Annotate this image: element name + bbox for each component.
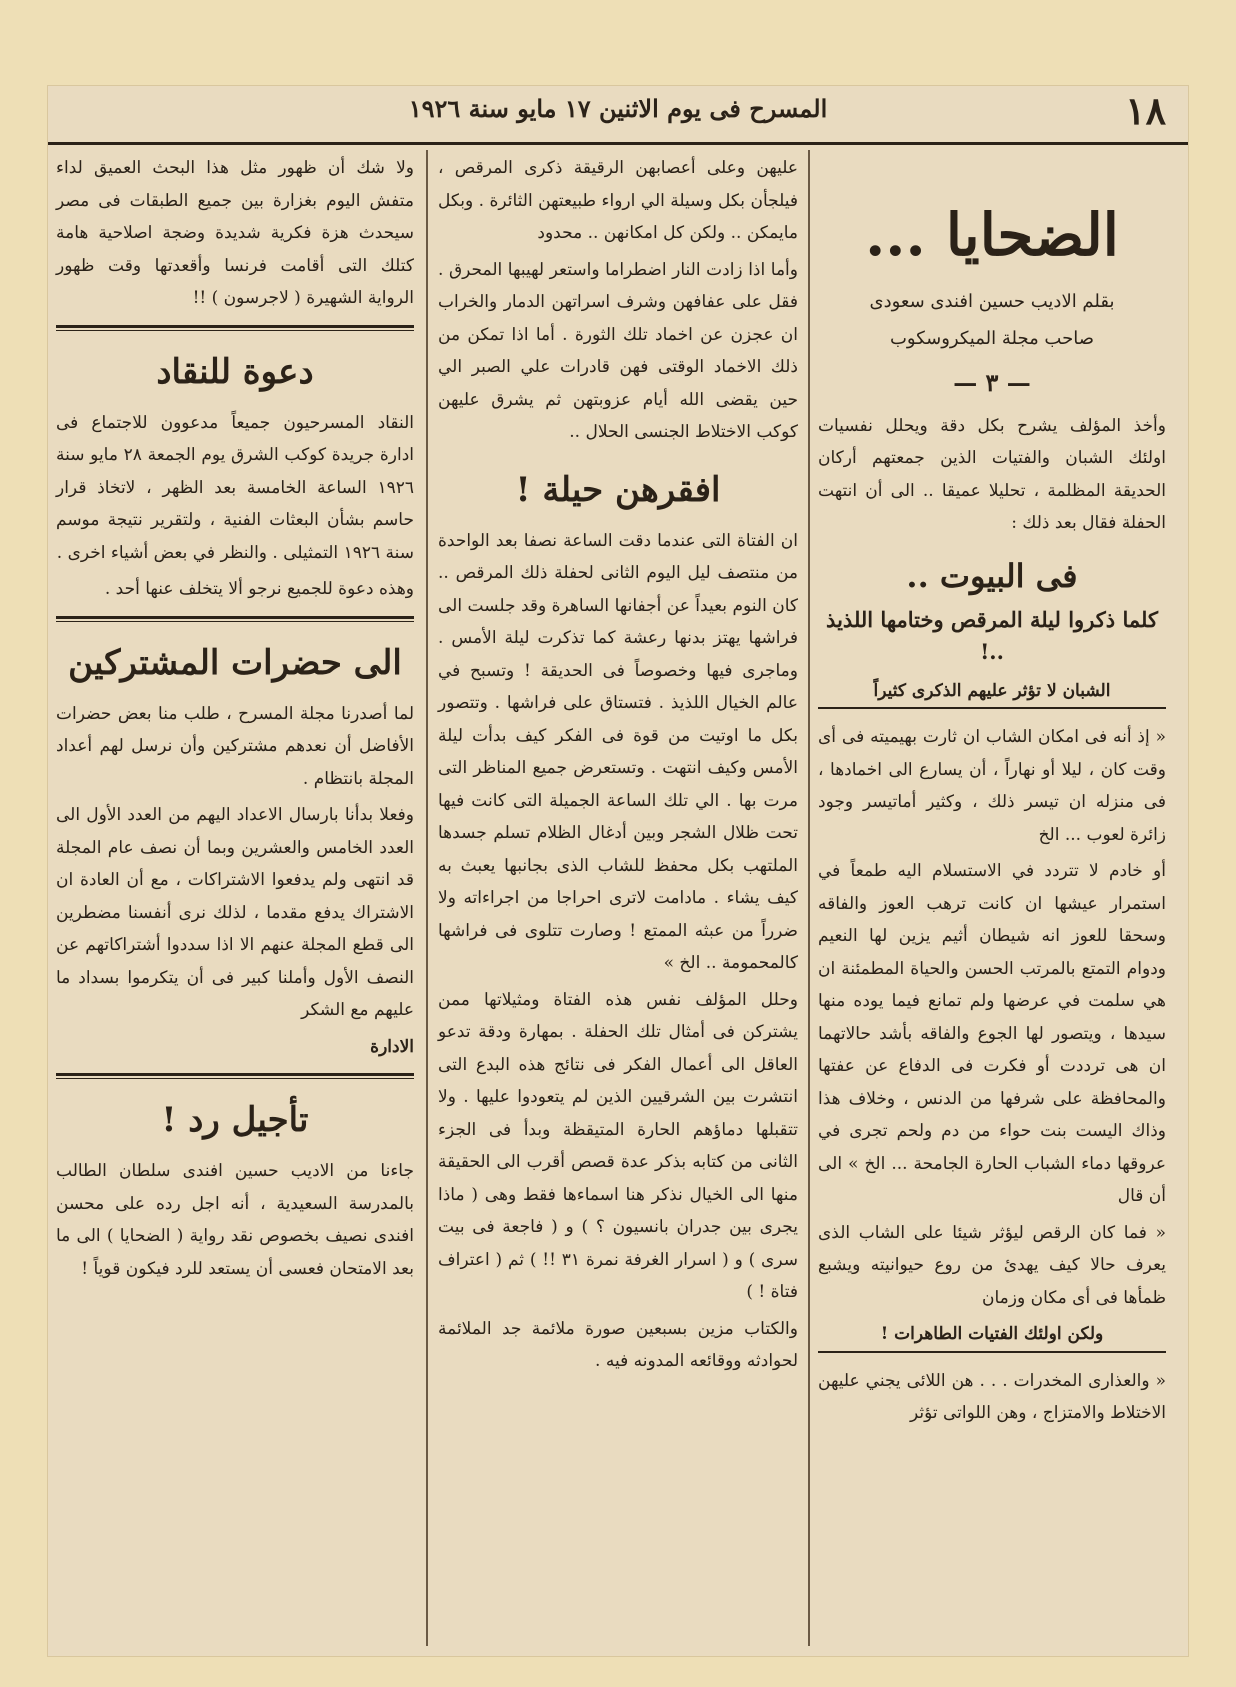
article-paragraph: « فما كان الرقص ليؤثر شيئا على الشاب الذى يعرف حالا كيف يهدئ من روع حيوانيته ويشبع ظمأها فى أى مكان وزمان: [818, 1222, 1166, 1308]
part-number: — ٣ —: [953, 368, 1031, 397]
byline-author: بقلم الاديب حسين افندى سعودى: [869, 291, 1115, 312]
article-paragraph: وأخذ المؤلف يشرح بكل دقة ويحلل نفسيات اولئك الشبان والفتيات الذين جمعتهم أركان الحديقة المظلمة ، تحليلا عميقا .. الى أن انتهت الحفلة فقال بعد ذلك :: [818, 415, 1166, 533]
subheading: كلما ذكروا ليلة المرقص وختامها اللذيذ ..!: [826, 606, 1158, 664]
article-paragraph: وحلل المؤلف نفس هذه الفتاة ومثيلاتها ممن يشتركن فى أمثال تلك الحفلة . بمهارة ودقة تدعو العاقل الى أعمال الفكر فى نتائج هذه البدع التى انتشرت بين الشرقيين الذين لم يتعودوا عليها . ولا تتقبلها دماؤهم الحارة المتيقظة وبدأ فى الجزء الثانى من كتابه بذكر عدة قصص أقرب الى الحقيقة منها الى الخيال نذكر هنا اسماءها فقط وهى ( ماذا يجرى بين جدران بانسيون ؟ ) و ( فاجعة فى بيت سرى ) و ( اسرار الغرفة نمرة ٣١ !! ) ثم ( اعتراف فتاة ! ): [438, 989, 798, 1302]
article-paragraph: وفعلا بدأنا بارسال الاعداد اليهم من العدد الأول الى العدد الخامس والعشرين وبما أن نصف عام المجلة قد انتهى ولم يدفعوا الاشتراكات ، مع أن العادة ان الاشتراك يدفع مقدما ، لذلك نرى أنفسنا مضطرين الى قطع المجلة عنهم الا اذا سددوا أشتراكاتهم عن النصف الأول وأملنا كبير فى أن يتكرموا بسداد ما عليهم مع الشكر: [56, 805, 414, 1020]
article-title: الضحايا ...: [865, 201, 1119, 269]
page-number: ١٨: [1125, 88, 1166, 133]
article-paragraph: وهذه دعوة للجميع نرجو ألا يتخلف عنها أحد .: [104, 579, 414, 599]
newspaper-page: [48, 86, 1188, 1656]
article-paragraph: ولا شك أن ظهور مثل هذا البحث العميق لداء متفش اليوم بغزارة بين جميع الطبقات فى مصر سيحدث هزة فكرية شديدة وضجة اصلاحية هامة كتلك التى أقامت فرنسا وأقعدتها وقت ظهور الرواية الشهيرة ( لاجرسون ) !!: [56, 158, 414, 308]
page-header: [48, 86, 1188, 145]
column-right: [818, 152, 1166, 1646]
small-heading: الشبان لا تؤثر عليهم الذكرى كثيراً: [818, 675, 1166, 710]
article-paragraph: النقاد المسرحيون جميعاً مدعوون للاجتماع فى ادارة جريدة كوكب الشرق يوم الجمعة ٢٨ مايو سنة ١٩٢٦ الساعة الخامسة بعد الظهر ، لاتخاذ قرار حاسم بشأن البعثات الفنية ، ولتقرير نتيجة موسم سنة ١٩٢٦ التمثيلى . والنظر في بعض أشياء اخرى .: [56, 412, 414, 563]
article-paragraph: عليهن وعلى أعصابهن الرقيقة ذكرى المرقص ، فيلجأن بكل وسيلة الي ارواء طبيعتهن الثائرة . وبكل مايمكن .. ولكن كل امكانهن .. محدود: [438, 158, 798, 243]
article-paragraph: ان الفتاة التى عندما دقت الساعة نصفا بعد الواحدة من منتصف ليل اليوم الثانى لحفلة ذلك المرقص .. كان النوم بعيداً عن أجفانها الساهرة وقد جلست الى فراشها يهتز بدنها رعشة كما تذكرت ليلة الأمس . وماجرى فيها وخصوصاً فى الحديقة ! وتسبح في عالم الخيال اللذيذ . فتستاق على فراشها . وتتصور بكل ما اوتيت من قوة فى الفكر كيف بدأت ليلة الأمس وكيف انتهت . وتستعرض جميع المناظر التى مرت بها . الي تلك الساعة الجميلة التى كانت فيها تحت ظلال الشجر وبين أدغال الظلام تسلم جسدها الملتهب بكل محفظ للشاب الذى بجانبها يعبث به كيف يشاء . مادامت لاترى احراجا من اجراءاته ولا ضرراً من عبثه الممتع ! وصارت تتلوى فى فراشها كالمحمومة .. الخ »: [438, 530, 798, 973]
section-title: الى حضرات المشتركين: [68, 642, 402, 683]
section-divider: [56, 1073, 414, 1079]
column-divider: [808, 150, 810, 1646]
section-title: افقرهن حيلة !: [515, 469, 721, 510]
column-left: [56, 152, 414, 1646]
article-paragraph: « والعذارى المخدرات . . . هن اللائى يجني عليهن الاختلاط والامتزاج ، وهن اللواتى تؤثر: [818, 1370, 1166, 1423]
column-divider: [426, 150, 428, 1646]
article-paragraph: لما أصدرنا مجلة المسرح ، طلب منا بعض حضرات الأفاضل أن نعدهم مشتركين وأن نرسل لهم أعداد المجلة بانتظام .: [56, 703, 414, 789]
section-divider: [56, 325, 414, 331]
article-paragraph: « إذ أنه فى امكان الشاب ان ثارت بهيميته فى أى وقت كان ، ليلا أو نهاراً ، أن يسارع الى اخمادها ، فى منزله ان تيسر ذلك ، وكثير أماتيسر وجود زائرة لعوب ... الخ: [818, 727, 1166, 845]
subheading: فى البيوت ..: [906, 556, 1078, 595]
section-divider: [56, 616, 414, 622]
article-paragraph: وأما اذا زادت النار اضطراما واستعر لهيبها المحرق . فقل على عفافهن وشرف اسراتهن الدمار والخراب ان عجزن عن اخماد تلك الثورة . أما اذا تمكن من ذلك الاخماد الوقتى فهن قادرات علي الصبر الي حين يقضى الله أيام عزوبتهن ثم يشرق عليهن كوكب الاختلاط الجنسى الحلال ..: [438, 259, 798, 442]
article-paragraph: أو خادم لا تتردد في الاستسلام اليه طمعاً في استمرار عيشها ان كانت ترهب العوز والفاقه وسحقا للعوز انه شيطان أثيم يزين لها النعيم ودوام التمتع بالمرتب الحسن والحياة المطمئنة ان هي سلمت في عرضها ولم تمانع فيما يوده منها سيدها ، ويتصور لها الجوع والفاقه بأشد حالاتهما ان هى ترددت أو فكرت فى الدفاع عن عفتها والمحافظة على شرفها من الدنس ، وخلاف هذا وذاك اليست بنت حواء من دم ولحم تجرى في عروقها دماء الشباب الحارة الجامحة ... الخ » الى أن قال: [818, 861, 1166, 1206]
signoff: الادارة: [370, 1036, 414, 1057]
article-paragraph: جاءنا من الاديب حسين افندى سلطان الطالب بالمدرسة السعيدية ، أنه اجل رده على محسن افندى نصيف بخصوص نقد رواية ( الضحايا ) الى ما بعد الامتحان فعسى أن يستعد للرد فيكون قوياً !: [56, 1161, 414, 1279]
section-title: تأجيل رد !: [161, 1100, 309, 1140]
article-paragraph: والكتاب مزين بسبعين صورة ملائمة جد الملائمة لحوادثه ووقائعه المدونه فيه .: [438, 1318, 798, 1371]
header-title: المسرح فى يوم الاثنين ١٧ مايو سنة ١٩٢٦: [408, 94, 828, 123]
byline-affiliation: صاحب مجلة الميكروسكوب: [889, 327, 1095, 349]
column-middle: [438, 152, 798, 1646]
small-heading: ولكن اولئك الفتيات الطاهرات !: [818, 1318, 1166, 1353]
section-title: دعوة للنقاد: [156, 351, 314, 392]
